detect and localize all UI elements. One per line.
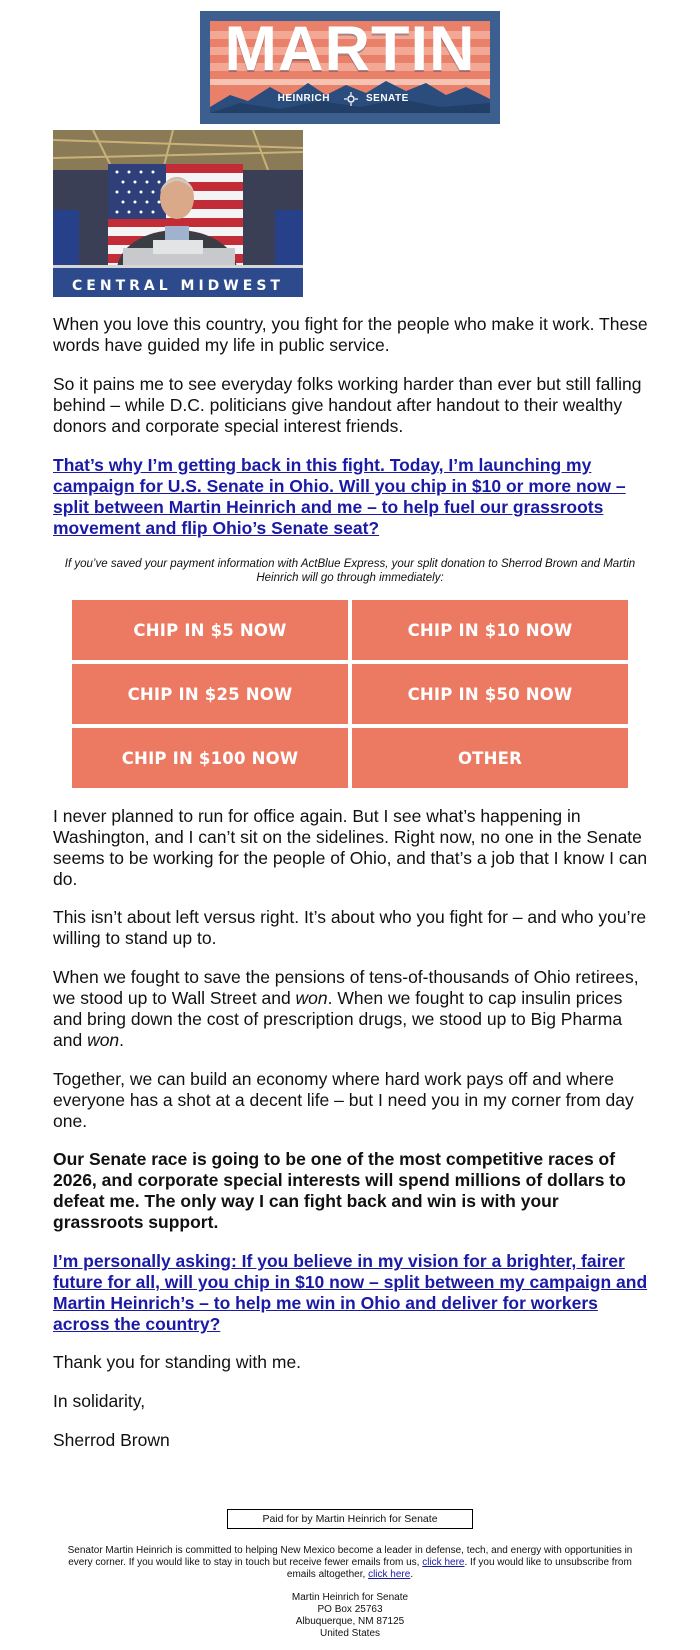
paragraph-signoff: In solidarity, (53, 1391, 146, 1411)
paragraph-pensions (53, 967, 653, 1051)
footer-text-1: Senator Martin Heinrich is committed to helping New Mexico become a leader in defense, tech, and energy with opportunities in every corner. If you would like to stay in touch but receive fewer emails from us, (67, 1545, 633, 1568)
pensions-won-2: won (87, 1030, 120, 1050)
donate-link-primary[interactable] (53, 455, 653, 539)
paragraph-competitive-race: Our Senate race is going to be one of the most competitive races of 2026, and corporate special interests will spend millions of dollars to defeat me. The only way I can fight back and win is with your grassroots support. (53, 1149, 626, 1232)
signature: Sherrod Brown (53, 1430, 170, 1450)
photo-banner-text: CENTRAL MIDWEST (72, 278, 284, 294)
pensions-text-2: . When we fought to cap insulin prices and bring down the cost of prescription drugs, we stood up to Big Pharma and (53, 988, 623, 1050)
donate-link-secondary-anchor[interactable]: I’m personally asking: If you believe in my vision for a brighter, fairer future for all, will you chip in $10 now – split between my campaign and Martin Heinrich’s – to help me win in Ohio and deliver for workers across the country? (53, 1251, 648, 1334)
paragraph-intro: When you love this country, you fight for the people who make it work. These words have guided my life in public service. (53, 314, 648, 355)
chip-in-other-button[interactable]: OTHER (352, 728, 628, 788)
paragraph-left-right: This isn’t about left versus right. It’s about who you fight for – and who you’re willing to stand up to. (53, 907, 647, 948)
chip-in-100-button[interactable]: CHIP IN $100 NOW (72, 728, 348, 788)
mailing-address (200, 1592, 500, 1640)
address-line-2: PO Box 25763 (317, 1604, 383, 1615)
footer-text-3: . (410, 1569, 414, 1580)
footer-text-2: . If you would like to unsubscribe from emails altogether, (286, 1557, 632, 1580)
logo-sub-senate: SENATE (366, 93, 409, 104)
paragraph-economy: Together, we can build an economy where hard work pays off and where everyone has a shot at a decent life – but I need you in my corner from day one. (53, 1069, 634, 1131)
chip-in-25-button[interactable]: CHIP IN $25 NOW (72, 664, 348, 724)
address-line-4: United States (319, 1628, 381, 1639)
paragraph-thanks: Thank you for standing with me. (53, 1352, 302, 1372)
chip-in-5-button[interactable]: CHIP IN $5 NOW (72, 600, 348, 660)
paragraph-never-planned: I never planned to run for office again. But I see what’s happening in Washington, and I can’t sit on the sidelines. Right now, no one in the Senate seems to be working for the people of Ohio, and that’s a job that I know I can do. (53, 806, 648, 889)
paid-for-by-box: Paid for by Martin Heinrich for Senate (227, 1509, 473, 1529)
footer-disclaimer (55, 1545, 645, 1581)
pensions-text-1: When we fought to save the pensions of tens-of-thousands of Ohio retirees, we stood up to Wall Street and (53, 967, 639, 1008)
donate-link-primary-anchor[interactable]: That’s why I’m getting back in this fight. Today, I’m launching my campaign for U.S. Senate in Ohio. Will you chip in $10 or more now – split between Martin Heinrich and me – to help fuel our grassroots movement and flip Ohio’s Senate seat? (53, 455, 626, 538)
chip-in-50-button[interactable]: CHIP IN $50 NOW (352, 664, 628, 724)
address-line-3: Albuquerque, NM 87125 (295, 1616, 405, 1627)
actblue-express-note: If you’ve saved your payment information with ActBlue Express, your split donation to Sherrod Brown and Martin Heinrich will go through immediately: (64, 558, 636, 584)
address-line-1: Martin Heinrich for Senate (291, 1592, 409, 1603)
campaign-logo[interactable] (200, 11, 500, 124)
sherrod-brown-photo (53, 130, 303, 297)
logo-sub-heinrich: HEINRICH (277, 93, 330, 104)
pensions-text-3: . (119, 1030, 125, 1050)
chip-in-10-button[interactable]: CHIP IN $10 NOW (352, 600, 628, 660)
donation-button-grid (72, 600, 628, 789)
pensions-won-1: won (295, 988, 328, 1008)
unsubscribe-link[interactable]: click here (368, 1569, 411, 1580)
zia-sun-icon (344, 92, 358, 106)
donate-link-secondary[interactable] (53, 1251, 653, 1335)
logo-name: MARTIN (224, 14, 476, 84)
paragraph-handouts: So it pains me to see everyday folks working harder than ever but still falling behind – while D.C. politicians give handout after handout to their wealthy donors and corporate special interest friends. (53, 374, 642, 436)
photo-illustration (53, 130, 303, 297)
fewer-emails-link[interactable]: click here (422, 1557, 465, 1568)
